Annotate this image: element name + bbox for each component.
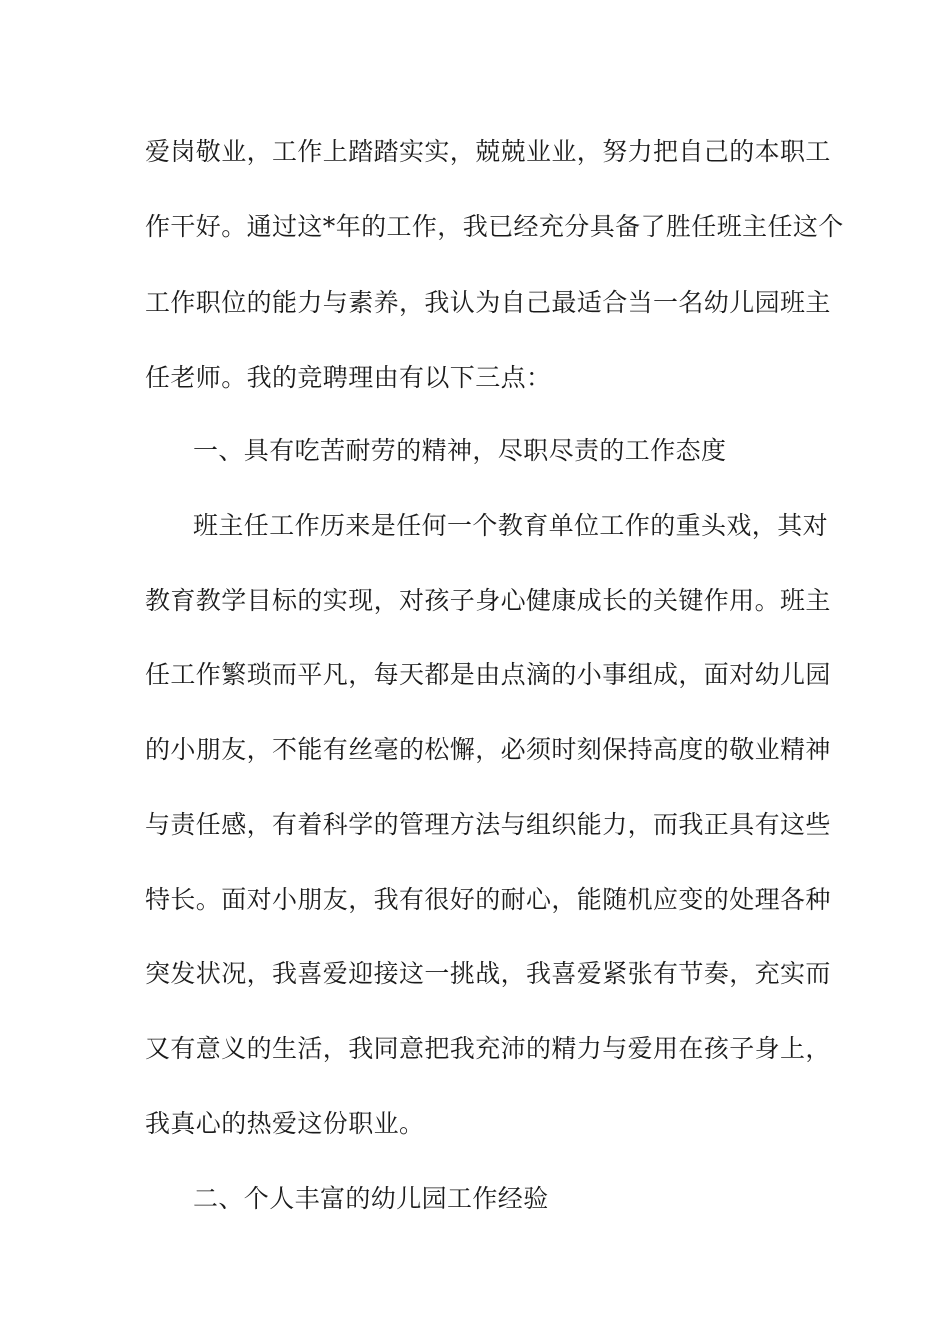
- body-text-line: 与责任感，有着科学的管理方法与组织能力，而我正具有这些: [145, 810, 831, 839]
- body-text-line: 工作职位的能力与素养，我认为自己最适合当一名幼儿园班主: [145, 288, 831, 317]
- body-text-line: 班主任工作历来是任何一个教育单位工作的重头戏，其对: [193, 511, 829, 540]
- section-heading-2: 二、个人丰富的幼儿园工作经验: [193, 1184, 549, 1213]
- body-text-line: 爱岗敬业，工作上踏踏实实，兢兢业业，努力把自己的本职工: [145, 137, 831, 166]
- body-text-line: 任工作繁琐而平凡，每天都是由点滴的小事组成，面对幼儿园: [145, 660, 831, 689]
- body-text-line: 教育教学目标的实现，对孩子身心健康成长的关键作用。班主: [145, 586, 831, 615]
- body-text-line: 又有意义的生活，我同意把我充沛的精力与爱用在孩子身上，: [145, 1034, 831, 1063]
- body-text-line: 任老师。我的竞聘理由有以下三点：: [145, 363, 552, 392]
- body-text-line: 作干好。通过这*年的工作，我已经充分具备了胜任班主任这个: [145, 212, 844, 241]
- body-text-line: 的小朋友，不能有丝毫的松懈，必须时刻保持高度的敬业精神: [145, 735, 831, 764]
- body-text-line: 特长。面对小朋友，我有很好的耐心，能随机应变的处理各种: [145, 885, 831, 914]
- body-text-line: 我真心的热爱这份职业。: [145, 1109, 425, 1138]
- section-heading-1: 一、具有吃苦耐劳的精神，尽职尽责的工作态度: [193, 436, 727, 465]
- body-text-line: 突发状况，我喜爱迎接这一挑战，我喜爱紧张有节奏，充实而: [145, 959, 831, 988]
